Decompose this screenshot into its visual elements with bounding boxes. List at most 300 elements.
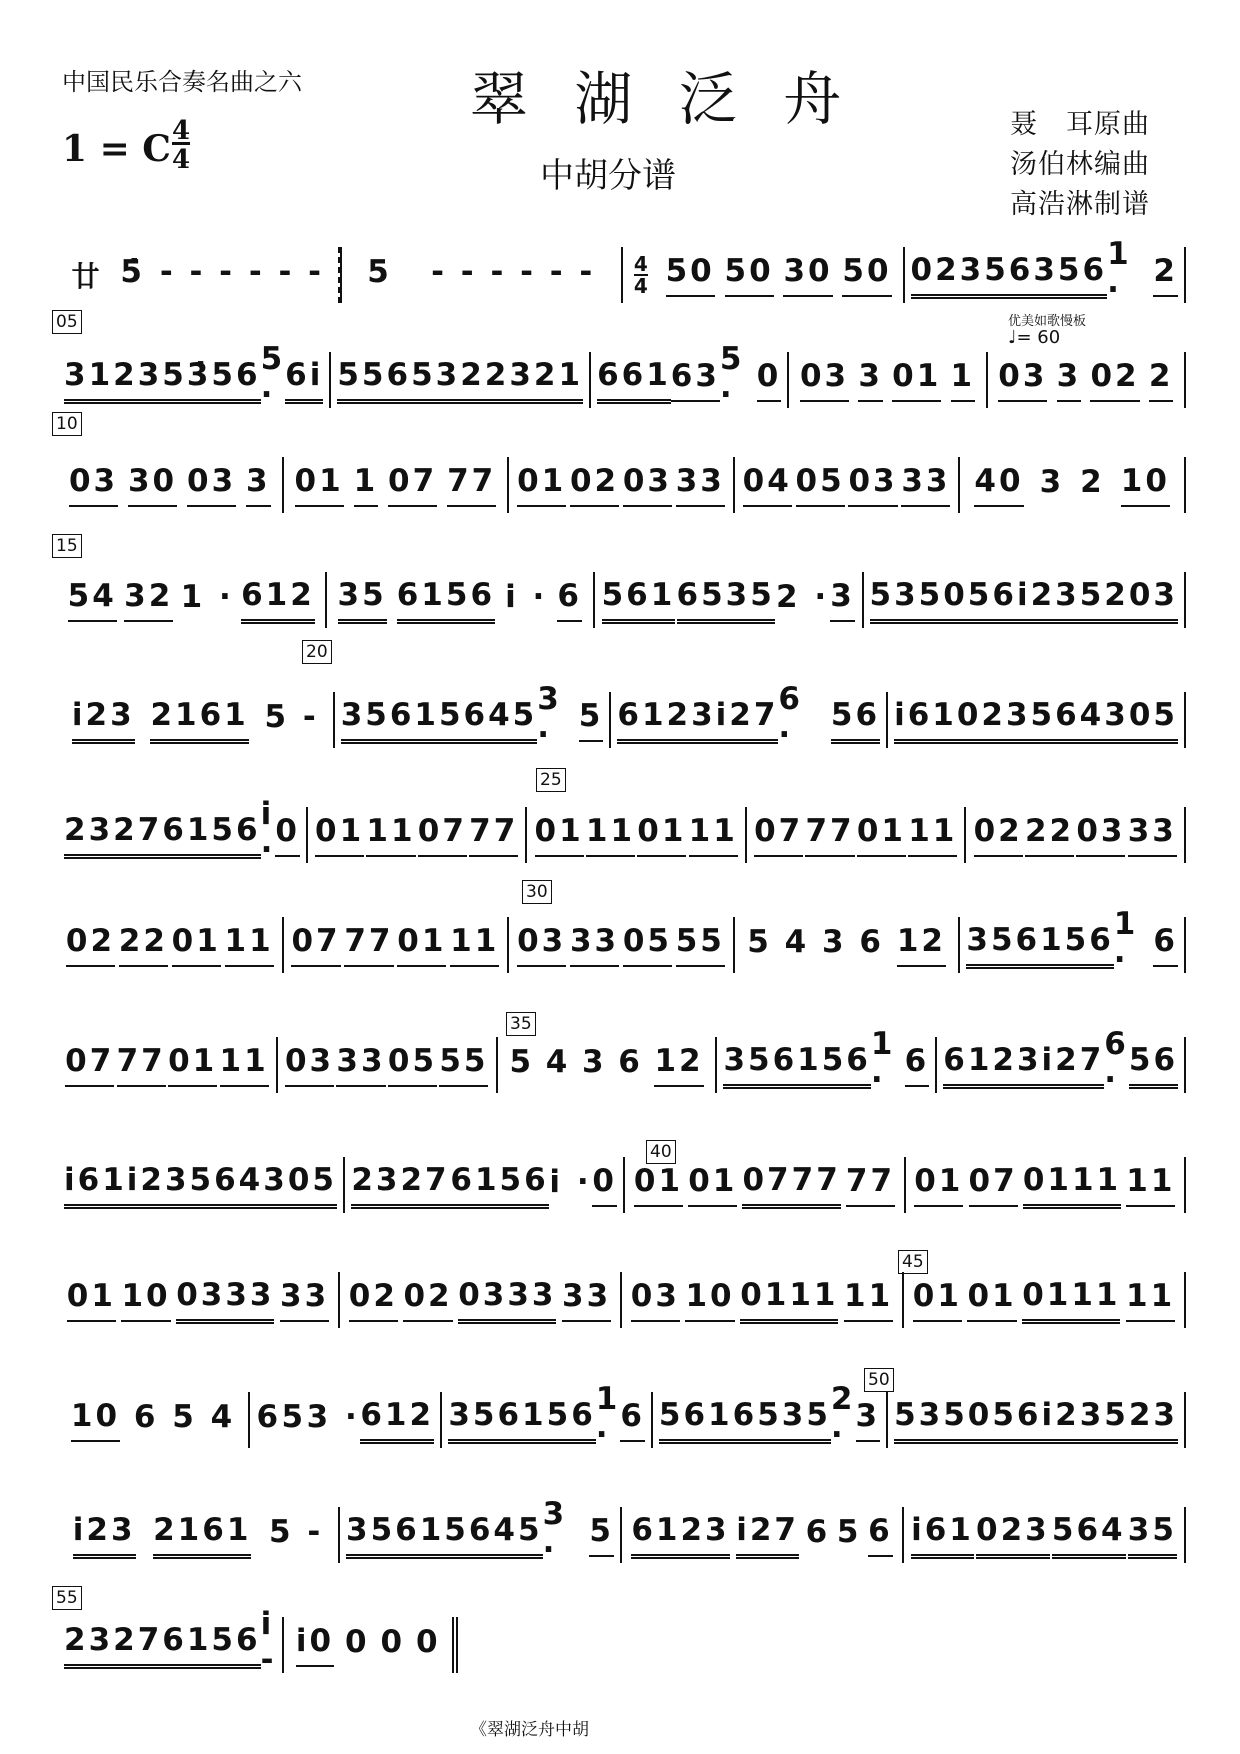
note-group: 6156 bbox=[1016, 922, 1114, 969]
note-group: 02 bbox=[1090, 358, 1139, 402]
note-group: 02 bbox=[570, 463, 619, 507]
system-row bbox=[58, 1606, 458, 1680]
measure bbox=[958, 457, 1186, 513]
note-group: 77 bbox=[117, 1043, 166, 1087]
note-group: 55 bbox=[439, 1043, 488, 1087]
note-group: 5645 bbox=[439, 697, 537, 744]
note-group: 54 bbox=[68, 578, 117, 622]
note-group: 30 bbox=[783, 253, 832, 297]
note-group: 01 bbox=[892, 358, 941, 402]
note-group: 6156 bbox=[162, 812, 260, 859]
note-group: 6 bbox=[618, 1044, 643, 1080]
measure bbox=[507, 457, 733, 513]
note-group: 5 bbox=[172, 1399, 197, 1435]
note-group: 5 bbox=[747, 924, 772, 960]
key-signature: 1 = C bbox=[62, 128, 171, 170]
note-group: 50 bbox=[666, 253, 715, 297]
note-group: 05 bbox=[796, 463, 845, 507]
note-group: 07 bbox=[291, 923, 340, 967]
note-group: 01 bbox=[67, 1278, 116, 1322]
measure bbox=[862, 572, 1187, 628]
note-group: 4 bbox=[784, 924, 810, 960]
note-group: 561 bbox=[659, 1397, 733, 1444]
time-sig-denominator: 4 bbox=[172, 142, 190, 175]
measure bbox=[282, 1617, 458, 1673]
note-group: 3 bbox=[830, 578, 855, 622]
note-group: i · bbox=[260, 796, 276, 868]
measure bbox=[282, 457, 508, 513]
note-group: 35 bbox=[448, 1397, 497, 1444]
note-group: i · bbox=[505, 579, 548, 615]
note-group: 203 bbox=[1104, 577, 1178, 624]
note-group: 07 bbox=[418, 813, 467, 857]
note-group: 5 bbox=[509, 1044, 535, 1080]
note-group: - - - - - - bbox=[431, 254, 596, 290]
note-group: 5 - bbox=[268, 1514, 324, 1550]
measure bbox=[58, 1157, 343, 1213]
note-group: 11 bbox=[220, 1043, 269, 1087]
measure-number: 45 bbox=[898, 1250, 928, 1274]
note-group: 6156 bbox=[450, 1162, 548, 1209]
tempo-marking: 优美如歌慢板 bbox=[1008, 314, 1087, 329]
note-group: 56 bbox=[831, 697, 880, 744]
note-group: i0 bbox=[296, 1623, 334, 1667]
note-group: 11 bbox=[225, 923, 274, 967]
note-group: 22 bbox=[119, 923, 168, 967]
note-group: 32 bbox=[124, 578, 173, 622]
note-group: 07 bbox=[388, 463, 437, 507]
measure bbox=[248, 1392, 440, 1448]
note-group: 11 bbox=[450, 923, 499, 967]
note-group: 561 bbox=[602, 577, 676, 624]
note-group: 07 bbox=[65, 1043, 114, 1087]
note-group: 33 bbox=[336, 1043, 385, 1087]
note-group: 0333 bbox=[176, 1277, 274, 1324]
note-group: 6 bbox=[905, 1043, 930, 1087]
system-row bbox=[58, 681, 1186, 755]
note-group: 23 bbox=[1129, 1397, 1178, 1444]
note-group: 03 bbox=[1076, 813, 1125, 857]
measure-number: 30 bbox=[522, 880, 552, 904]
measure bbox=[58, 1606, 282, 1678]
note-group: 0 bbox=[757, 358, 782, 402]
measure bbox=[593, 572, 862, 628]
note-group: 6 bbox=[1153, 923, 1178, 967]
note-group: 11 bbox=[908, 813, 957, 857]
note-group: 0 bbox=[380, 1624, 406, 1660]
system-row bbox=[58, 906, 1186, 980]
measure bbox=[902, 1507, 1186, 1563]
note-group: i235 bbox=[1042, 1397, 1129, 1444]
note-group: 0 bbox=[592, 1163, 617, 1207]
note-group: 3 bbox=[1039, 464, 1065, 500]
note-group: i61 bbox=[894, 697, 957, 744]
note-group: 6123 bbox=[943, 1042, 1041, 1089]
note-group: i27 bbox=[716, 697, 779, 744]
note-group: 0235 bbox=[911, 252, 1009, 299]
measure bbox=[904, 1157, 1186, 1213]
system-row bbox=[58, 1381, 1186, 1455]
measure bbox=[986, 352, 1186, 408]
measure-number: 40 bbox=[646, 1140, 676, 1164]
note-group: 223 bbox=[460, 357, 534, 404]
note-group: 33 bbox=[280, 1278, 329, 1322]
note-group: 3561 bbox=[346, 1512, 444, 1559]
note-group: 6 · bbox=[1104, 1026, 1129, 1098]
note-group: 01 bbox=[535, 813, 584, 857]
note-group: 33 bbox=[676, 463, 725, 507]
measure bbox=[621, 247, 903, 303]
note-group: 1 bbox=[354, 463, 379, 507]
note-group: 6 bbox=[256, 1399, 282, 1435]
note-group: 5 - bbox=[264, 699, 319, 735]
note-group: 0 bbox=[345, 1624, 370, 1660]
note-group: 3123 bbox=[64, 357, 162, 404]
measure bbox=[886, 692, 1186, 748]
note-group: 01 bbox=[967, 1278, 1016, 1322]
note-group: 1 · bbox=[1107, 236, 1132, 308]
tempo-value: ♩= 60 bbox=[1008, 327, 1061, 348]
system-row bbox=[58, 1150, 1186, 1220]
measure bbox=[276, 1037, 496, 1093]
note-group: 6156 bbox=[773, 1042, 871, 1089]
note-group: 33 bbox=[901, 463, 950, 507]
note-group: 50 bbox=[842, 253, 891, 297]
note-group: 77 bbox=[846, 1163, 895, 1207]
note-group: i27 bbox=[736, 1512, 799, 1559]
note-group: 03 bbox=[623, 463, 672, 507]
note-group: 6156 bbox=[397, 577, 495, 624]
system-row bbox=[58, 236, 1186, 310]
note-group: 6 bbox=[620, 1398, 645, 1442]
note-group: 1 · bbox=[1113, 906, 1139, 978]
note-group: 535 bbox=[894, 1397, 968, 1444]
system-row bbox=[58, 1265, 1186, 1335]
system-row bbox=[58, 1496, 1186, 1570]
note-group: 10 bbox=[121, 1278, 170, 1322]
note-group: 53 bbox=[411, 357, 460, 404]
note-group: 11 bbox=[689, 813, 738, 857]
note-group: 3 bbox=[822, 924, 847, 960]
measure bbox=[620, 1272, 902, 1328]
note-group: 07 bbox=[754, 813, 803, 857]
note-group: 03 bbox=[285, 1043, 334, 1087]
note-group: 33 bbox=[1128, 813, 1177, 857]
note-group: 01 bbox=[914, 1163, 963, 1207]
note-group: 2 bbox=[1080, 464, 1105, 500]
note-group: 03 bbox=[517, 923, 566, 967]
note-group: 0777 bbox=[742, 1162, 840, 1209]
note-group: 2327 bbox=[351, 1162, 449, 1209]
measure-number: 35 bbox=[506, 1012, 536, 1036]
note-group: 661 bbox=[597, 357, 671, 404]
note-group: 50 bbox=[725, 253, 774, 297]
measure bbox=[715, 1026, 935, 1098]
measure-number: 55 bbox=[52, 1586, 82, 1610]
note-group: 40 bbox=[974, 463, 1023, 507]
measure bbox=[343, 1157, 623, 1213]
measure-number: 20 bbox=[302, 640, 332, 664]
measure bbox=[620, 1507, 902, 1563]
measure bbox=[58, 341, 329, 413]
note-group: 77 bbox=[344, 923, 393, 967]
note-group: 10 bbox=[71, 1398, 120, 1442]
note-group: 564 bbox=[1052, 1512, 1126, 1559]
note-group: 5̇̇ bbox=[120, 254, 145, 290]
note-group: 3 · bbox=[537, 681, 562, 753]
note-group: 6 bbox=[557, 578, 582, 622]
note-group: 5 bbox=[589, 1513, 614, 1557]
note-group: 02 bbox=[974, 813, 1023, 857]
note-group: 01 bbox=[688, 1163, 737, 1207]
note-group: 0111 bbox=[1023, 1162, 1121, 1209]
note-group: 6356 bbox=[1009, 252, 1107, 299]
measure bbox=[329, 352, 589, 408]
note-group: 03 bbox=[187, 463, 236, 507]
note-group: i - bbox=[260, 1606, 277, 1678]
note-group: 6156 bbox=[162, 1622, 260, 1669]
note-group: 07 bbox=[969, 1163, 1018, 1207]
note-group: 12 bbox=[654, 1043, 703, 1087]
measure bbox=[58, 1392, 248, 1448]
note-group: 1 · bbox=[870, 1026, 896, 1098]
note-group: 05 bbox=[388, 1043, 437, 1087]
inline-time-den: 4 bbox=[633, 274, 648, 298]
note-group: 35 bbox=[1128, 1512, 1177, 1559]
measure bbox=[745, 807, 965, 863]
system-row bbox=[58, 565, 1186, 635]
note-group: 11 bbox=[1126, 1163, 1175, 1207]
note-group: 535 bbox=[870, 577, 944, 624]
note-group: 04 bbox=[743, 463, 792, 507]
note-group: i61 bbox=[64, 1162, 127, 1209]
note-group: 6 bbox=[859, 924, 884, 960]
measure bbox=[58, 1272, 338, 1328]
note-group: 77 bbox=[447, 463, 496, 507]
note-group: i23 bbox=[73, 1512, 136, 1559]
measure bbox=[623, 1157, 903, 1213]
footer-caption: 《翠湖泛舟中胡 bbox=[470, 1720, 589, 1740]
note-group: 03 bbox=[800, 358, 849, 402]
note-group: 5 bbox=[579, 698, 604, 742]
note-group: 1 · bbox=[180, 579, 234, 615]
note-group: 11 bbox=[844, 1278, 893, 1322]
measure bbox=[787, 352, 985, 408]
note-group: 6 · bbox=[778, 681, 803, 753]
note-group: 56 bbox=[1129, 1042, 1178, 1089]
measure-number: 15 bbox=[52, 534, 82, 558]
measure bbox=[338, 1496, 620, 1568]
note-group: 11 bbox=[366, 813, 415, 857]
note-group: 556 bbox=[337, 357, 411, 404]
note-group: 564 bbox=[1031, 697, 1105, 744]
note-group: 6535 bbox=[733, 1397, 831, 1444]
measure bbox=[282, 917, 508, 973]
note-group: 55 bbox=[676, 923, 725, 967]
note-group: 01 bbox=[913, 1278, 962, 1322]
note-group: i23 bbox=[127, 1162, 190, 1209]
measure bbox=[306, 807, 526, 863]
note-group: 3 bbox=[856, 1398, 881, 1442]
measure bbox=[935, 1026, 1186, 1098]
note-group: 2161 bbox=[153, 1512, 251, 1559]
measure-number: 05 bbox=[52, 310, 82, 334]
note-group: 01 bbox=[857, 813, 906, 857]
inline-time-num: 4 bbox=[633, 252, 648, 276]
measure bbox=[525, 807, 745, 863]
note-group: 6123 bbox=[617, 697, 715, 744]
measure bbox=[902, 1272, 1186, 1328]
measure bbox=[58, 247, 340, 303]
note-group: 3 bbox=[246, 463, 271, 507]
note-group: 3 bbox=[581, 1044, 607, 1080]
note-group: 05 bbox=[623, 923, 672, 967]
measure bbox=[58, 1037, 276, 1093]
note-group: 03 bbox=[998, 358, 1047, 402]
note-group: 6156 bbox=[497, 1397, 595, 1444]
note-group: 01 bbox=[517, 463, 566, 507]
measure bbox=[964, 807, 1186, 863]
note-group: 33 bbox=[562, 1278, 611, 1322]
note-group: 63 bbox=[671, 358, 720, 402]
note-group: 02 bbox=[349, 1278, 398, 1322]
note-group: 33 bbox=[570, 923, 619, 967]
note-group: 0111 bbox=[1022, 1277, 1120, 1324]
time-sig-numerator: 4 bbox=[172, 116, 191, 146]
system-row bbox=[58, 1026, 1186, 1100]
note-group: 2 bbox=[1153, 253, 1178, 297]
note-group: - - - - - - bbox=[159, 254, 325, 290]
note-group: 10 bbox=[685, 1278, 734, 1322]
note-group: 3 bbox=[1057, 358, 1082, 402]
note-group: 01 bbox=[295, 463, 344, 507]
measure bbox=[651, 1381, 886, 1453]
note-group: 612 bbox=[241, 577, 315, 624]
measure-number: 50 bbox=[864, 1368, 894, 1392]
note-group: 3 · bbox=[306, 1399, 360, 1435]
note-group: 4 bbox=[210, 1399, 236, 1435]
measure bbox=[58, 917, 282, 973]
note-group: i235 bbox=[1017, 577, 1104, 624]
note-group: 2327 bbox=[64, 812, 162, 859]
measure bbox=[958, 906, 1186, 978]
note-group: 0 bbox=[275, 813, 300, 857]
note-group: 305 bbox=[263, 1162, 337, 1209]
note-group: i27 bbox=[1042, 1042, 1105, 1089]
measure bbox=[496, 1037, 716, 1093]
measure bbox=[58, 692, 333, 748]
inline-time-signature bbox=[634, 254, 648, 296]
measure bbox=[733, 457, 959, 513]
measure bbox=[733, 917, 959, 973]
note-group: i23 bbox=[72, 697, 135, 744]
note-group: 01 bbox=[168, 1043, 217, 1087]
system-row bbox=[58, 450, 1186, 520]
note-group: 5 · bbox=[719, 341, 745, 413]
measure bbox=[886, 1392, 1186, 1448]
note-group: 4 bbox=[545, 1044, 571, 1080]
note-group: 03 bbox=[631, 1278, 680, 1322]
system-row bbox=[58, 341, 1186, 415]
note-group: 0333 bbox=[458, 1277, 556, 1324]
part-subtitle: 中胡分谱 bbox=[540, 156, 676, 196]
note-group: 6i bbox=[285, 357, 323, 404]
note-group: 01 bbox=[172, 923, 221, 967]
note-group: 01 bbox=[315, 813, 364, 857]
note-group: 0 bbox=[415, 1624, 441, 1660]
note-group: 03 bbox=[848, 463, 897, 507]
note-group: 056 bbox=[968, 1397, 1042, 1444]
note-group: 3 · bbox=[542, 1496, 568, 1568]
credit-arranger: 汤伯林编曲 bbox=[1010, 149, 1150, 180]
measure bbox=[340, 247, 622, 303]
note-group: 35 bbox=[338, 577, 387, 624]
measure bbox=[58, 572, 325, 628]
measure bbox=[589, 341, 787, 413]
note-group: 53̇56 bbox=[162, 357, 260, 404]
note-group: 02 bbox=[66, 923, 115, 967]
note-group: 1 · bbox=[595, 1381, 621, 1453]
note-group: 2327 bbox=[64, 1622, 162, 1669]
measure bbox=[440, 1381, 651, 1453]
measure bbox=[338, 1272, 620, 1328]
note-group: 2161 bbox=[150, 697, 248, 744]
note-group: 77 bbox=[469, 813, 518, 857]
note-group: 0111 bbox=[740, 1277, 838, 1324]
note-group: 023 bbox=[976, 1512, 1050, 1559]
note-group: 11 bbox=[1126, 1278, 1175, 1322]
note-group: 6123 bbox=[631, 1512, 729, 1559]
piece-title: 翠 湖 泛 舟 bbox=[470, 65, 856, 133]
note-group: 5645 bbox=[444, 1512, 542, 1559]
note-group: 10 bbox=[1121, 463, 1170, 507]
note-group: 35 bbox=[723, 1042, 772, 1089]
note-group: 12 bbox=[897, 923, 946, 967]
note-group: 77 bbox=[805, 813, 854, 857]
note-group: 305 bbox=[1104, 697, 1178, 744]
note-group: i61 bbox=[911, 1512, 974, 1559]
intro-mark: 廿 bbox=[71, 260, 100, 293]
note-group: 02 bbox=[403, 1278, 452, 1322]
note-group: 01 bbox=[634, 1163, 683, 1207]
note-group: 3561 bbox=[341, 697, 439, 744]
note-group: 2 bbox=[1149, 358, 1174, 402]
note-group: 6 bbox=[133, 1399, 159, 1435]
measure bbox=[58, 457, 282, 513]
measure bbox=[333, 681, 610, 753]
note-group: 11 bbox=[586, 813, 635, 857]
note-group: 01 bbox=[397, 923, 446, 967]
measure-number: 10 bbox=[52, 412, 82, 436]
note-group: 6535 bbox=[677, 577, 775, 624]
measure bbox=[507, 917, 733, 973]
note-group: 3 bbox=[858, 358, 883, 402]
measure bbox=[609, 681, 886, 753]
note-group: 564 bbox=[190, 1162, 264, 1209]
note-group: 023 bbox=[957, 697, 1031, 744]
note-group: 056 bbox=[943, 577, 1017, 624]
note-group: 35 bbox=[966, 922, 1015, 969]
note-group: 612 bbox=[360, 1397, 434, 1444]
measure-number: 25 bbox=[536, 768, 566, 792]
series-title: 中国民乐合奏名曲之六 bbox=[62, 68, 302, 96]
note-group: 2 · bbox=[830, 1381, 856, 1453]
measure bbox=[325, 572, 594, 628]
system-row bbox=[58, 796, 1186, 870]
note-group: 2 · bbox=[775, 579, 830, 615]
note-group: 5 bbox=[281, 1399, 307, 1435]
note-group: 5 bbox=[367, 254, 392, 290]
